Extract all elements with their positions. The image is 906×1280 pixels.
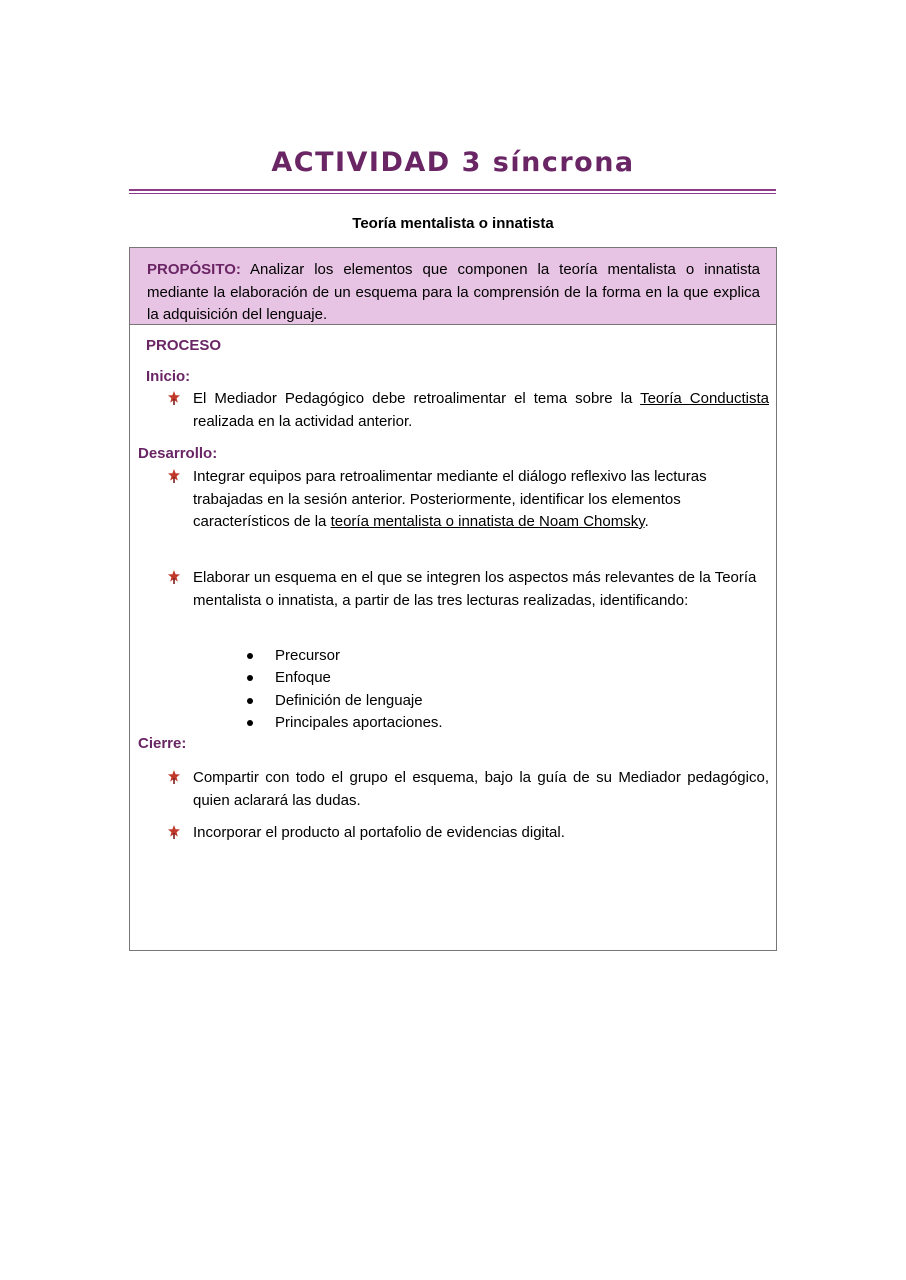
teoria-conductista-link[interactable]: Teoría Conductista bbox=[640, 390, 769, 407]
red-star-bullet-icon bbox=[166, 391, 182, 405]
desarrollo-item-1-end: . bbox=[644, 513, 649, 530]
cierre-item-2: Incorporar el producto al portafolio de evidencias digital. bbox=[193, 824, 565, 841]
subitem-precursor: Precursor bbox=[275, 647, 341, 664]
desarrollo-item-2: Elaborar un esquema en el que se integren los aspectos más relevantes de la Teoría mentalista o innatista, a partir de las tres lecturas realizadas, identificando: bbox=[193, 569, 757, 609]
sub-bullet-dot bbox=[247, 698, 253, 704]
title-rule-thin bbox=[129, 193, 776, 194]
desarrollo-item-1-text: Integrar equipos para retroalimentar mediante el diálogo reflexivo las lecturas trabajadas en la sesión anterior. Posteriormente, identificar los elementos característicos de la bbox=[193, 468, 707, 530]
subitem-enfoque: Enfoque bbox=[275, 669, 331, 686]
purpose-text: Analizar los elementos que componen la teoría mentalista o innatista mediante la elaboración de un esquema para la comprensión de la forma en la que explica la adquisición del lenguaje. bbox=[147, 261, 760, 323]
red-star-bullet-icon bbox=[166, 570, 182, 584]
sub-bullet-dot bbox=[247, 653, 253, 659]
subitem-aportaciones: Principales aportaciones. bbox=[275, 714, 443, 731]
subitem-definicion: Definición de lenguaje bbox=[275, 692, 423, 709]
process-heading: PROCESO bbox=[146, 337, 222, 354]
subtitle: Teoría mentalista o innatista bbox=[352, 215, 554, 232]
red-star-bullet-icon bbox=[166, 825, 182, 839]
red-star-bullet-icon bbox=[166, 469, 182, 483]
cierre-heading: Cierre: bbox=[138, 735, 187, 752]
activity-box bbox=[129, 247, 777, 951]
red-star-bullet-icon bbox=[166, 770, 182, 784]
inicio-item bbox=[193, 388, 769, 433]
desarrollo-item-1 bbox=[193, 466, 769, 534]
inicio-item-text: El Mediador Pedagógico debe retroalimentar el tema sobre la bbox=[193, 390, 641, 407]
desarrollo-heading: Desarrollo: bbox=[138, 445, 218, 462]
sub-bullet-dot bbox=[247, 720, 253, 726]
purpose-section bbox=[130, 248, 776, 325]
teoria-mentalista-link[interactable]: teoría mentalista o innatista de Noam Chomsky bbox=[330, 513, 645, 530]
sub-bullet-dot bbox=[247, 675, 253, 681]
purpose-label: PROPÓSITO: bbox=[147, 261, 241, 278]
title-rule-thick bbox=[129, 189, 776, 191]
cierre-item-1: Compartir con todo el grupo el esquema, bajo la guía de su Mediador pedagógico, quien aclarará las dudas. bbox=[193, 769, 769, 809]
inicio-item-text-end: realizada en la actividad anterior. bbox=[193, 412, 413, 430]
page-title: ACTIVIDAD 3 síncrona bbox=[271, 147, 635, 178]
inicio-heading: Inicio: bbox=[146, 368, 191, 385]
